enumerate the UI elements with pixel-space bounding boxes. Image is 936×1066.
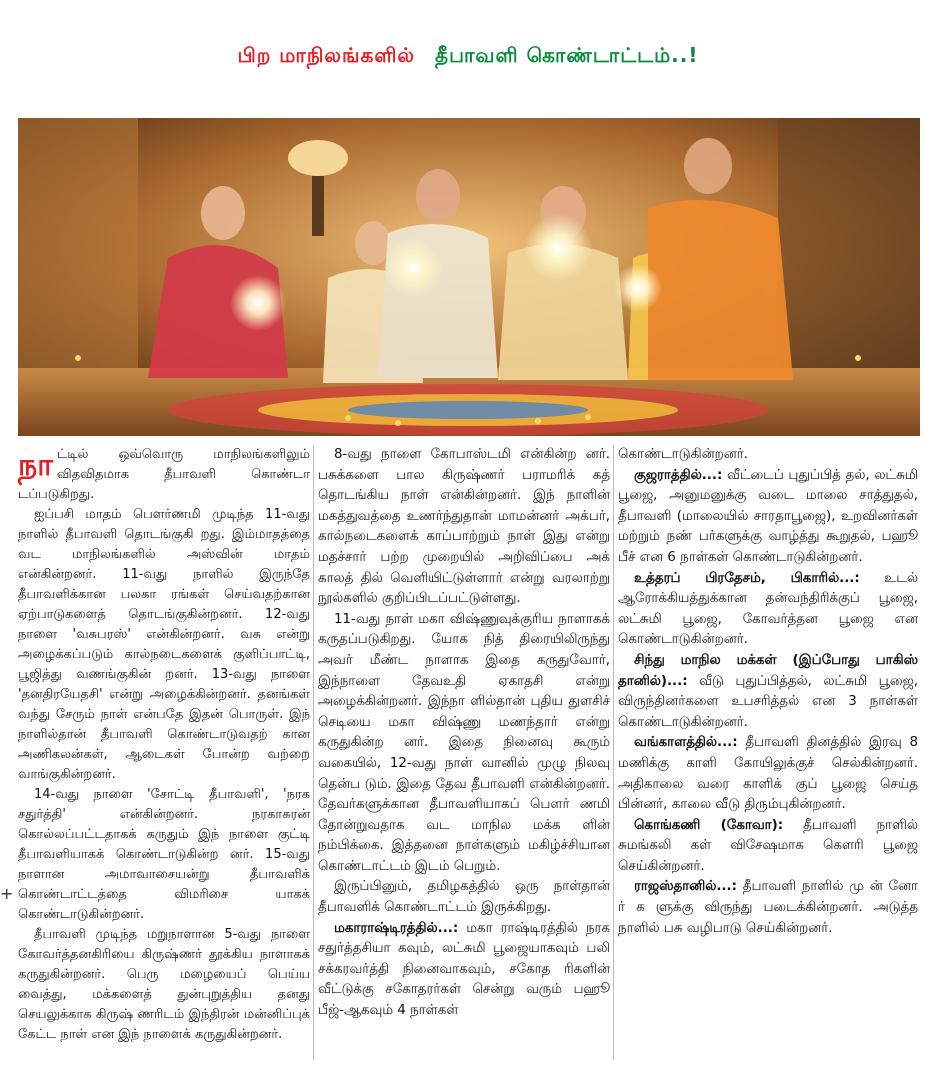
section-text: உடல் ஆரோக்கியத்துக்கான தன்வந்திரிக்குப் பூஜை, லட்சுமி பூஜை, கோவர்த்தன பூஜை என கொண்டாடுகின்றனர்.: [618, 570, 918, 648]
dropcap: நா: [18, 448, 53, 483]
section-text: வீடு புதுப்பித்தல், லட்சுமி பூஜை, விருந்தினர்களை உபசரித்தல் என 3 நாள்கள் கொண்டாடுகின்றனர்.: [618, 673, 919, 730]
column-divider: [313, 445, 314, 1060]
paragraph: 11-வது நாள் மகா விஷ்ணுவுக்குரிய நாளாகக் கருதப்படுகிறது. யோக நித் திரையிலிருந்து அவர் மீண்ட நாளாக இதை கருதுவோர், இந்நாளை தேவஉதி ஏகாதசி என்று அழைக்கின்றனர். இந்நா ளில்தான் புதிய துளசிச் செடியை மகா விஷ்ணு மணந்தார் என்று கருதுகின்ற னர். இதை நினைவு கூரும் வகையில், 12-வது நாள் வானில் முழு நிலவு தென்ப டும். இதை தேவ தீபாவளி என்கின்றனர். தேவர்களுக்கான தீபாவளியாகப் பௌர் ணமி தோன்றுவதாக வட மாநில மக்க ளின் நம்பிக்கை. இத்தனை நாள்களும் மகிழ்ச்சியான கொண்டாட்டம் இடம் பெறும்.: [318, 611, 610, 874]
section-text: மகா ராஷ்டிரத்தில் நரக சதுர்த்தசியா கவும், லட்சுமி பூஜையாகவும் பலி சக்கரவர்த்தி நினைவாகவும், சகோத ரிகளின் வீட்டுக்கு சகோதரர்கள் சென்று வரும் பஹூ பீஜ்-ஆகவும் 4 நாள்கள்: [318, 920, 610, 1019]
section-text: தீபாவளி நாளில் சுமங்கலி கள் விசேஷமாக கௌரி பூஜை செய்கின்றனர்.: [618, 817, 918, 874]
paragraph: தீபாவளி முடிந்த மறுநாளான 5-வது நாளை கோவர்த்தனகிரியை கிருஷ்ணர் தூக்கிய நாளாகக் கருதுகின்றனர். பெரு மழையைப் பெய்ய வைத்து, மக்களைத் துன்புறுத்திய தனது செயலுக்காக கிருஷ் ணரிடம் இந்திரன் மன்னிப்புக் கேட்ட நாள் என இந் நாளைக் கருதுகின்றனர்.: [18, 927, 310, 1042]
paragraph: [18, 445, 310, 505]
section-label: மகாராஷ்டிரத்தில்...:: [334, 920, 459, 936]
section-label: கொங்கணி (கோவா):: [634, 817, 784, 833]
article-column-1: [18, 445, 310, 1045]
section-label: குஜராத்தில்...:: [634, 467, 723, 483]
paragraph: [618, 651, 918, 733]
paragraph: 14-வது நாளை 'சோட்டி தீபாவளி', 'நரக சதுர்த்தி' என்கின்றனர். நரகாசுரன் கொல்லப்பட்டதாகக் கருதும் இந் நாளை குட்டி தீபாவளியாகக் கொண்டாடுகின்ற னர். 15-வது நாளான அமாவாசையன்று தீபாவளிக் கொண்டாட்டத்தை விமரிசை யாகக் கொண்டாடுகின்றனர்.: [18, 787, 310, 922]
headline-red-text: பிற மாநிலங்களில்: [237, 42, 416, 67]
paragraph: இருப்பினும், தமிழகத்தில் ஒரு நாள்தான் தீபாவளிக் கொண்டாட்டம் இருக்கிறது.: [318, 879, 610, 916]
section-label: ராஜஸ்தானில்...:: [634, 879, 737, 895]
article-column-2: [318, 445, 610, 1022]
paragraph: [318, 919, 610, 1022]
paragraph: [618, 877, 918, 939]
headline-green-text: தீபாவளி கொண்டாட்டம்..!: [435, 42, 699, 67]
section-label: சிந்து மாநில மக்கள் (இப்போது பாகிஸ் தானில்)...:: [618, 652, 918, 689]
section-text: வீட்டைப் புதுப்பித் தல், லட்சுமி பூஜை, அனுமனுக்கு வடை மாலை சாத்துதல், தீபாவளி (மாலையில் சாரதாபூஜை), உறவினர்கள் மற்றும் நண் பர்களுக்கு வாழ்த்து கூறுதல், பஹூ பீச் என 6 நாள்கள் கொண்டாடுகின்றனர்.: [618, 467, 919, 565]
paragraph-text: ட்டில் ஒவ்வொரு மாநிலங்களிலும் விதவிதமாக தீபாவளி கொண்டா டப்படுகிறது.: [18, 447, 310, 502]
article-column-3: [618, 445, 918, 939]
section-label: உத்தரப் பிரதேசம், பிகாரில்...:: [634, 570, 860, 586]
section-text: தீபாவளி தினத்தில் இரவு 8 மணிக்கு காளி கோயிலுக்குச் செல்கின்றனர். அதிகாலை வரை காளிக் குப் பூஜை செய்த பின்னர், காலை வீடு திரும்புகின்றனர்.: [618, 735, 918, 813]
paragraph: [618, 569, 918, 651]
diwali-family-photo: [18, 118, 920, 436]
paragraph: [618, 816, 918, 878]
paragraph: ஐப்பசி மாதம் பௌர்ணமி முடிந்த 11-வது நாளில் தீபாவளி தொடங்குகி றது. இம்மாதத்தை வட மாநிலங்களில் அஸ்வின் மாதம் என்கின்றனர். 11-வது நாளில் இருந்தே தீபாவளிக்கான பலகா ரங்கள் செய்வதற்கான ஏற்பாடுகளைத் தொடங்குகின்றனர். 12-வது நாளை 'வசுபரஸ்' என்கின்றனர். வசு என்று அழைக்கப்படும் கால்நடைகளைக் குளிப்பாட்டி, பூஜித்து வணங்குகின் றனர். 13-வது நாளை 'தனதிரயேதசி' என்று அழைக்கின்றனர். தனங்கள் வந்து சேரும் நாள் என்பதே இதன் பொருள். இந் நாளில்தான் தீபாவளி கொண்டாடுவதற் கான அணிகலன்கள், ஆடைகள் போன்ற வற்றை வாங்குகின்றனர்.: [18, 507, 310, 782]
section-label: வங்காளத்தில்...:: [634, 735, 738, 751]
crop-mark: +: [0, 884, 14, 903]
paragraph: [618, 466, 918, 569]
paragraph: [618, 733, 918, 815]
family-celebrating-diwali-photo: [18, 118, 920, 436]
column-divider: [613, 445, 614, 1060]
paragraph: 8-வது நாளை கோபாஸ்டமி என்கின்ற னர். பசுக்களை பால கிருஷ்ணர் பராமரிக் கத் தொடங்கிய நாள் என்கின்றனர். இந் நாளின் மகத்துவத்தை உணர்ந்துதான் மாமன்னர் அக்பர், கால்நடைகளைக் காப்பாற்றும் நாள் இது என்று மதச்சார் பற்ற முறையில் அறிவிப்பை அக் காலத் தில் வெளியிட்டுள்ளார் என்று வரலாற்று நூல்களில் குறிப்பிடப்பட்டுள்ளது.: [318, 447, 610, 607]
headline: [0, 0, 936, 112]
paragraph: கொண்டாடுகின்றனர்.: [618, 447, 748, 462]
section-text: தீபாவளி நாளில் மு ன் னோ ர் க ளுக்கு விருந்து படைக்கின்றனர். அடுத்த நாளில் பசு வழிபாடு செய்கின்றனர்.: [618, 879, 918, 936]
